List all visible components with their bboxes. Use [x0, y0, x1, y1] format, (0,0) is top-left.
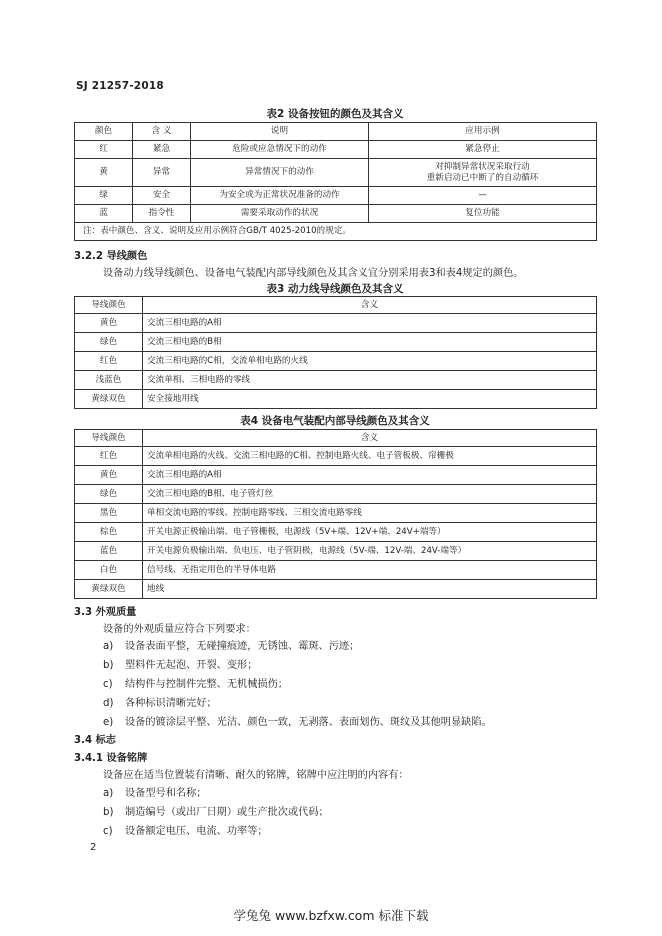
table-cell: 交流三相电路的B相、电子管灯丝	[143, 485, 597, 504]
list-item-label: c)	[103, 679, 113, 690]
table-cell: 黄绿双色	[75, 580, 143, 599]
section-paragraph: 设备的外观质量应符合下列要求：	[103, 624, 256, 635]
table-cell: 交流三相电路的A相	[143, 314, 597, 333]
table-cell: 开关电源正极输出端、电子管栅极，电源线（5V+端、12V+端、24V+端等）	[143, 523, 597, 542]
table-cell: 白色	[75, 561, 143, 580]
section-heading-3-4: 3.4 标志	[74, 735, 116, 746]
example-line: 重新启动已中断了的自动循环	[426, 172, 539, 183]
table-header-row	[75, 123, 597, 141]
table-cell: 交流三相电路的B相	[143, 333, 597, 352]
table-row	[75, 504, 597, 523]
list-item	[103, 822, 268, 837]
list-item-text: 塑料件无起泡、开裂、变形；	[125, 660, 258, 671]
list-item-label: b)	[103, 807, 114, 818]
list-item-text: 设备表面平整，无碰撞痕迹，无锈蚀、霉斑、污迹；	[125, 641, 360, 652]
section-heading-3-3: 3.3 外观质量	[74, 607, 137, 618]
table-row	[75, 523, 597, 542]
table-row	[75, 561, 597, 580]
section-paragraph: 设备动力线导线颜色、设备电气装配内部导线颜色及其含义宜分别采用表3和表4规定的颜色。	[103, 268, 524, 279]
table-cell: 紧急停止	[369, 141, 597, 159]
table-cell: 黑色	[75, 504, 143, 523]
list-item-label: e)	[103, 717, 114, 728]
table-cell: 交流单相、三相电路的零线	[143, 371, 597, 390]
table-cell: 蓝	[75, 205, 133, 223]
page-number: 2	[90, 842, 97, 853]
table-row	[75, 390, 597, 409]
site-footer-watermark: 学兔兔 www.bzfxw.com 标准下载	[233, 908, 429, 923]
table-cell: 安全	[133, 187, 191, 205]
table-cell: 复位功能	[369, 205, 597, 223]
list-item	[103, 675, 288, 690]
table-cell	[369, 159, 597, 187]
list-item-text: 各种标识清晰完好；	[125, 698, 217, 709]
table-cell: 安全接地用线	[143, 390, 597, 409]
table-cell: 紧急	[133, 141, 191, 159]
table-note-row	[75, 223, 597, 241]
power-wire-color-table	[74, 296, 597, 409]
table-cell: 红色	[75, 447, 143, 466]
header-cell: 颜色	[75, 123, 133, 141]
table-cell: 交流三相电路的C相，交流单相电路的火线	[143, 352, 597, 371]
list-item-label: a)	[103, 641, 114, 652]
table-cell: 信号线、无指定用色的半导体电路	[143, 561, 597, 580]
table-cell: 棕色	[75, 523, 143, 542]
list-item	[103, 713, 492, 728]
table-cell: 开关电源负极输出端、负电压、电子管阴极，电源线（5V-端、12V-端、24V-端等）	[143, 542, 597, 561]
section-heading-3-4-1: 3.4.1 设备铭牌	[74, 753, 148, 764]
table-row	[75, 159, 597, 187]
button-color-table	[74, 122, 597, 241]
header-cell: 说明	[191, 123, 369, 141]
table-cell: 浅蓝色	[75, 371, 143, 390]
table-row	[75, 141, 597, 159]
example-line: 对抑制异常状况采取行动	[435, 161, 530, 172]
table-cell: 绿	[75, 187, 133, 205]
list-item-label: b)	[103, 660, 114, 671]
list-item-label: c)	[103, 826, 113, 837]
list-item	[103, 803, 329, 818]
header-cell: 含义	[143, 430, 597, 447]
table-header-row	[75, 430, 597, 447]
table-cell: 异常	[133, 159, 191, 187]
list-item-text: 设备的镀涂层平整、光洁、颜色一致，无剥落、表面划伤、斑纹及其他明显缺陷。	[125, 717, 492, 728]
table-cell: 黄色	[75, 466, 143, 485]
table-note: 注：表中颜色、含义、说明及应用示例符合GB/T 4025-2010的规定。	[75, 223, 597, 241]
table-cell: 交流单相电路的火线、交流三相电路的C相、控制电路火线、电子管板极、帘栅极	[143, 447, 597, 466]
table-row	[75, 352, 597, 371]
document-id: SJ 21257-2018	[76, 80, 164, 92]
table-row	[75, 485, 597, 504]
table-cell: —	[369, 187, 597, 205]
table-cell: 指令性	[133, 205, 191, 223]
list-item-text: 制造编号（或出厂日期）或生产批次或代码；	[125, 807, 329, 818]
list-item-text: 设备额定电压、电流、功率等；	[125, 826, 268, 837]
table-row	[75, 314, 597, 333]
table-cell: 为安全或为正常状况准备的动作	[191, 187, 369, 205]
list-item	[103, 637, 359, 652]
table-row	[75, 187, 597, 205]
table-row	[75, 333, 597, 352]
header-cell: 含义	[143, 297, 597, 314]
table2-caption: 表2 设备按钮的颜色及其含义	[266, 108, 404, 120]
table-cell: 异常情况下的动作	[191, 159, 369, 187]
list-item	[103, 656, 257, 671]
table-cell: 绿色	[75, 333, 143, 352]
table-row	[75, 580, 597, 599]
header-cell: 含 义	[133, 123, 191, 141]
table-cell: 红	[75, 141, 133, 159]
section-paragraph: 设备应在适当位置装有清晰、耐久的铭牌，铭牌中应注明的内容有：	[103, 770, 409, 781]
list-item-label: a)	[103, 788, 114, 799]
header-cell: 导线颜色	[75, 297, 143, 314]
table-cell: 地线	[143, 580, 597, 599]
list-item-text: 结构件与控制件完整、无机械损伤；	[125, 679, 288, 690]
table-cell: 黄色	[75, 314, 143, 333]
table-row	[75, 371, 597, 390]
table-cell: 单相交流电路的零线、控制电路零线、三相交流电路零线	[143, 504, 597, 523]
table-cell: 交流三相电路的A相	[143, 466, 597, 485]
table-header-row	[75, 297, 597, 314]
list-item-text: 设备型号和名称；	[125, 788, 207, 799]
table-row	[75, 542, 597, 561]
table-cell: 绿色	[75, 485, 143, 504]
header-cell: 应用示例	[369, 123, 597, 141]
table-cell: 红色	[75, 352, 143, 371]
table-cell: 黄绿双色	[75, 390, 143, 409]
table-cell: 需要采取动作的状况	[191, 205, 369, 223]
header-cell: 导线颜色	[75, 430, 143, 447]
list-item-label: d)	[103, 698, 114, 709]
table3-caption: 表3 动力线导线颜色及其含义	[266, 283, 404, 295]
table-cell: 危险或应急情况下的动作	[191, 141, 369, 159]
table-row	[75, 466, 597, 485]
table-row	[75, 205, 597, 223]
table-row	[75, 447, 597, 466]
list-item	[103, 694, 217, 709]
table-cell: 黄	[75, 159, 133, 187]
table-cell: 蓝色	[75, 542, 143, 561]
list-item	[103, 784, 207, 799]
internal-wire-color-table	[74, 429, 597, 599]
table4-caption: 表4 设备电气装配内部导线颜色及其含义	[240, 415, 430, 427]
section-heading-3-2-2: 3.2.2 导线颜色	[74, 251, 148, 262]
